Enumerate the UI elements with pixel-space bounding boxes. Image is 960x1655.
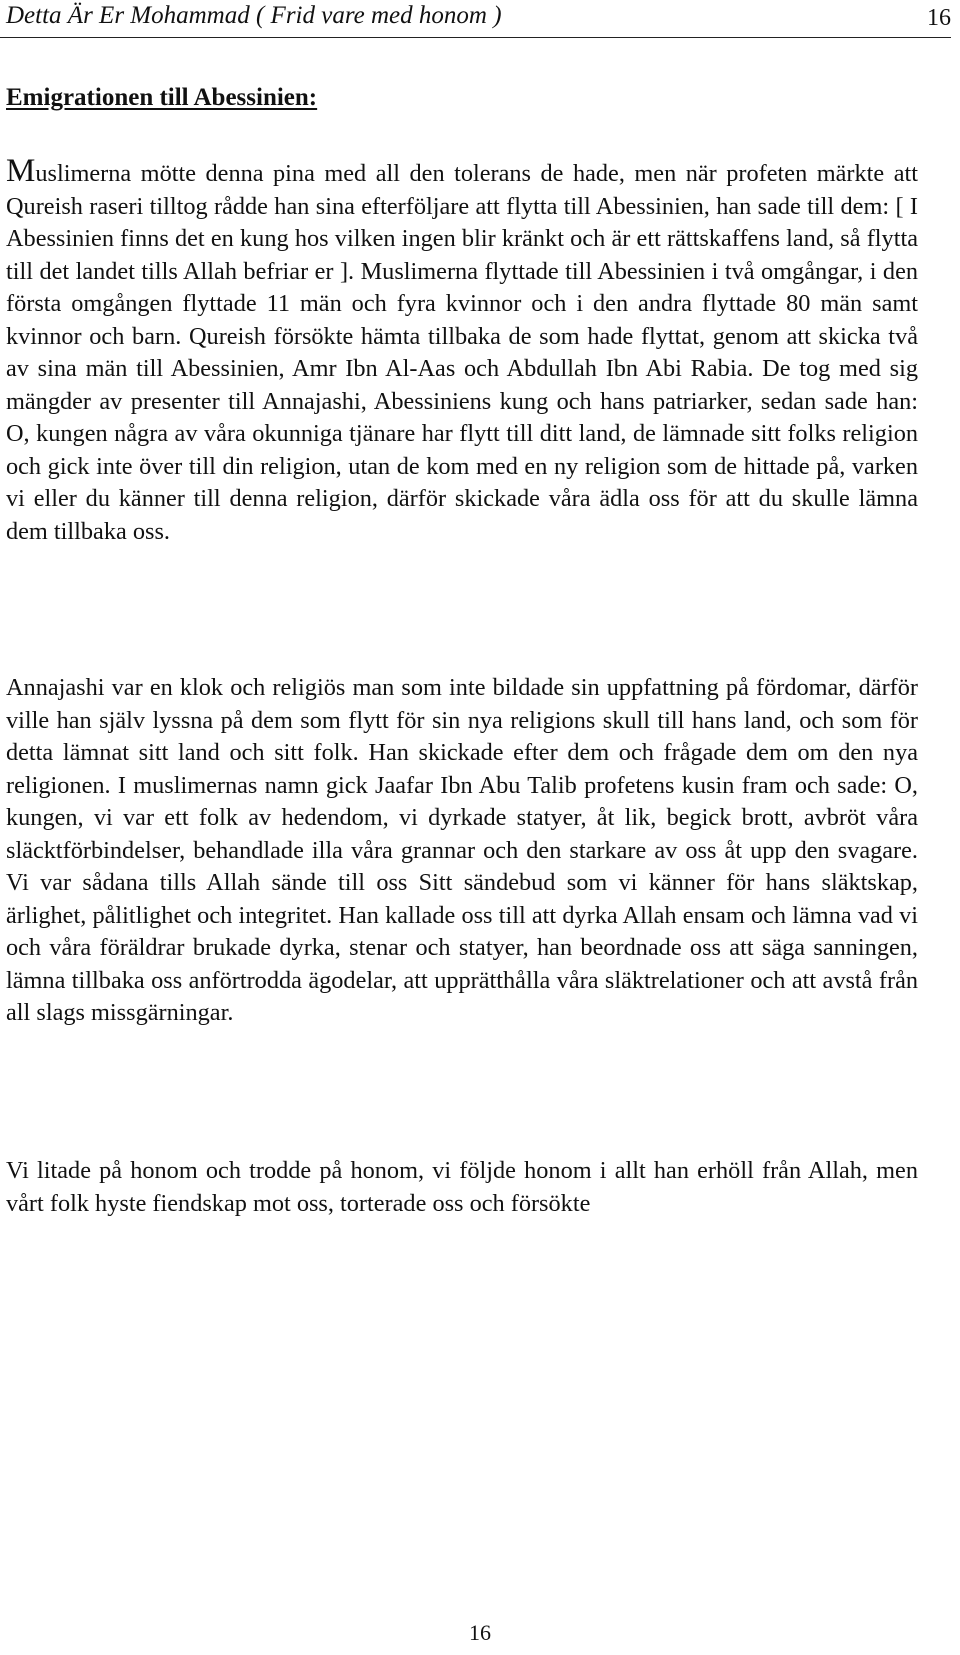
paragraph-1 [6,155,918,548]
header-page-number: 16 [927,5,951,31]
paragraph-3-text: Vi litade på honom och trodde på honom, vi följde honom i allt han erhöll från Allah, men vårt folk hyste fiendskap mot oss, torterade oss och försökte [6,1157,918,1217]
paragraph-3 [6,1155,918,1220]
paragraph-1-text: uslimerna mötte denna pina med all den tolerans de hade, men när profeten märkte att Qureish raseri tilltog rådde han sina efterföljare att flytta till Abessinien, han sade till dem: [ I Abessinien finns det en kung hos vilken ingen blir kränkt och är ett rättskaffens land, så flytta till det landet tills Allah befriar er ]. Muslimerna flyttade till Abessinien i två omgångar, i den första omgången flyttade 11 män och fyra kvinnor och i den andra flyttade 80 män samt kvinnor och barn. Qureish försökte hämta tillbaka de som hade flyttat, genom att skicka två av sina män till Abessinien, Amr Ibn Al-Aas och Abdullah Ibn Abi Rabia. De tog med sig mängder av presenter till Annajashi, Abessiniens kung och hans patriarker, sedan sade han: O, kungen några av våra okunniga tjänare har flytt till ditt land, de lämnade sitt folks religion och gick inte över till din religion, utan de kom med en ny religion som de hittade på, varken vi eller du känner till denna religion, därför skickade våra ädla oss för att du skulle lämna dem tillbaka oss. [6,160,918,545]
paragraph-1-initial: M [6,153,36,189]
paragraph-2-text: Annajashi var en klok och religiös man som inte bildade sin uppfattning på fördomar, därför ville han själv lyssna på dem som flytt för sin nya religions skull till hans land, och som för detta lämnat sitt land och sitt folk. Han skickade efter dem och frågade dem om den nya religionen. I muslimernas namn gick Jaafar Ibn Abu Talib profetens kusin fram och sade: O, kungen, vi var ett folk av hedendom, vi dyrkade statyer, åt lik, begick brott, avbröt våra släcktförbindelser, behandlade illa våra grannar och den starkare av oss åt upp den svagare. Vi var sådana tills Allah sände till oss Sitt sändebud som vi känner för hans släktskap, ärlighet, pålitlighet och integritet. Han kallade oss till att dyrka Allah ensam och lämna vad vi och våra föräldrar brukade dyrka, stenar och statyer, han beordnade oss att säga sanningen, lämna tillbaka oss anförtrodda ägodelar, att upprätthålla våra släktrelationer och att avstå från all slags missgärningar. [6,674,918,1026]
section-heading: Emigrationen till Abessinien: [6,84,318,111]
header-title: Detta Är Er Mohammad ( Frid vare med honom ) [6,2,502,29]
paragraph-2 [6,672,918,1030]
footer-page-number: 16 [469,1620,491,1645]
running-header [0,0,951,38]
